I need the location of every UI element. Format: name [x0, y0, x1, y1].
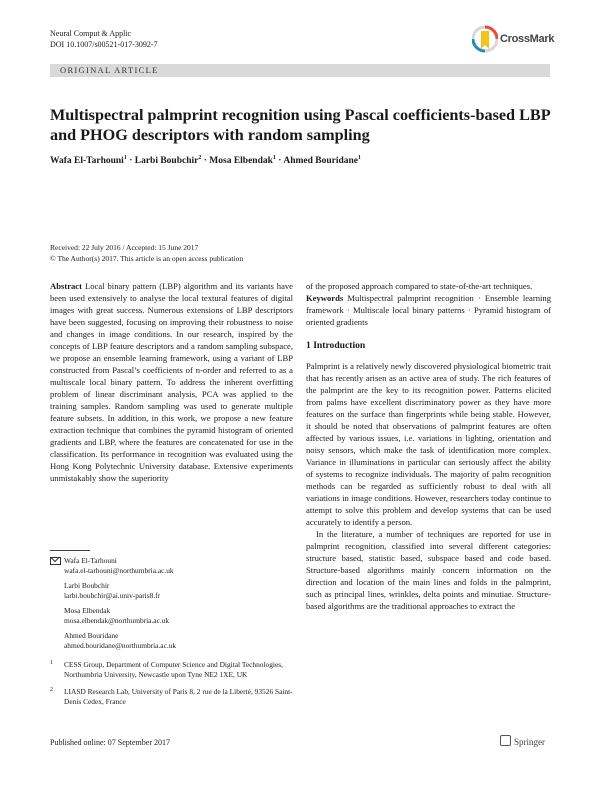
abstract-text: Local binary pattern (LBP) algorithm and its variants have been used extensively to analyse the local textural features of digital images with great success. Numerous extensions of LBP descriptors have been suggested, focusing on improving their robustness to noise and changes in image conditions. In our research, inspired by the concepts of LBP feature descriptors and a random sampling subspace, we propose an ensemble learning framework, using a variant of LBP constructed from Pascal’s coefficients of n-order and referred to as a multiscale local binary pattern. To address the inherent overfitting problem of linear discriminant analysis, PCA was applied to the training samples. Random sampling was used to generate multiple feature subsets. In addition, in this work, we propose a new feature extraction technique that combines the pyramid histogram of oriented gradients and LBP, where the features are concatenated for use in the classification. Its performance in recognition was evaluated using the Hong Kong Polytechnic University database. Extensive experiments unmistakably show the superiority — [50, 281, 293, 483]
keywords — [306, 292, 551, 328]
contact-block — [50, 556, 295, 707]
author: Larbi Boubchir$^2$ — [134, 155, 202, 167]
author: Mosa Elbendak$^1$ — [209, 155, 276, 167]
author-list: Wafa El-Tarhouni$^1$ · Larbi Boubchir$^2$ · Mosa Elbendak$^1$ · Ahmed Bouridane$^1$ — [50, 155, 362, 167]
keywords-text: Multispectral palmprint recognition · Ensemble learning framework · Multiscale local binary patterns · Pyramid histogram of oriented gradients — [306, 293, 551, 327]
publisher-logo: Springer — [500, 735, 545, 747]
keywords-label: Keywords — [306, 293, 344, 303]
intro-paragraph: In the literature, a number of techniques are reported for use in palmprint recognition, classified into several different categories: structure based, statistic based, subspace based and code based. Structure-based algorithms mainly concern information on the direction and location of the main lines and folds in the palmprint, such as principal lines, wrinkles, delta points and minutiae. Structure-based algorithms are the traditional approaches to extract the — [306, 529, 551, 611]
crossmark-label: CrossMark — [500, 33, 555, 45]
abstract-label: Abstract — [50, 281, 82, 291]
crossmark-logo[interactable] — [472, 22, 562, 58]
right-column — [306, 280, 551, 612]
crossmark-icon — [472, 22, 498, 56]
article-dates — [50, 243, 243, 264]
published-online: Published online: 07 September 2017 — [50, 738, 170, 747]
abstract-continuation: of the proposed approach compared to state-of-the-art techniques. — [306, 281, 533, 291]
received-date: Received: 22 July 2016 / Accepted: 15 June 2017 — [50, 243, 199, 252]
author: Ahmed Bouridane$^1$ — [283, 155, 362, 167]
section-heading: 1 Introduction — [306, 340, 366, 351]
intro-paragraph: Palmprint is a relatively newly discovered physiological biometric trait that has recently arisen as an active area of study. The rich features of the palmprint are the key to its recognition power. Patterns elicited from palms have excellent discriminatory power as they have more features on the surface than fingerprints while being stable. However, it should be noted that observations of palmprint features are often affected by various issues, i.e. variations in lighting, orientation and noisy sensors, which make the task of identification more complex. Variance in illuminations in particular can seriously affect the ability of systems to recognize individuals. The majority of palm recognition methods can be regarded as sufficiently robust to deal with all variations in image conditions. However, researchers today continue to attempt to solve this problem and develop systems that can be used accurately to identify a person. — [306, 361, 551, 527]
email-link[interactable]: wafa.el-tarhouni@northumbria.ac.uk — [64, 566, 174, 575]
contact-entry: Wafa El-Tarhouni wafa.el-tarhouni@northumbria.ac.uk — [50, 556, 295, 576]
abstract — [50, 280, 293, 484]
author: Wafa El-Tarhouni$^1$ — [50, 155, 127, 167]
contact-entry: Mosa Elbendak mosa.elbendak@northumbria.ac.uk — [50, 606, 295, 626]
left-column — [50, 280, 293, 484]
envelope-icon — [50, 557, 61, 565]
license-line: © The Author(s) 2017. This article is an open access publication — [50, 253, 244, 263]
email-link[interactable]: larbi.boubchir@ai.univ-paris8.fr — [64, 591, 161, 600]
running-header — [50, 28, 158, 50]
article-type: ORIGINAL ARTICLE — [60, 65, 159, 75]
footnote-separator — [50, 550, 90, 551]
affiliation: 2 LIASD Research Lab, University of Paris 8, 2 rue de la Liberté, 93526 Saint-Denis Cedex, France — [50, 687, 293, 706]
springer-horse-icon — [500, 735, 511, 746]
article-title: Multispectral palmprint recognition using Pascal coefficients-based LBP and PHOG descriptors with random sampling — [50, 106, 550, 144]
journal-name: Neural Comput & Applic — [50, 29, 132, 38]
affiliation: 1 CESS Group, Department of Computer Science and Digital Technologies, Northumbria University, Newcastle upon Tyne NE2 1XE, UK — [50, 660, 283, 679]
email-link[interactable]: ahmed.bouridane@northumbria.ac.uk — [64, 641, 177, 650]
contact-entry: Larbi Boubchir larbi.boubchir@ai.univ-paris8.fr — [50, 581, 295, 601]
email-link[interactable]: mosa.elbendak@northumbria.ac.uk — [64, 616, 170, 625]
doi: DOI 10.1007/s00521-017-3092-7 — [50, 40, 158, 49]
contact-entry: Ahmed Bouridane ahmed.bouridane@northumbria.ac.uk — [50, 631, 295, 651]
